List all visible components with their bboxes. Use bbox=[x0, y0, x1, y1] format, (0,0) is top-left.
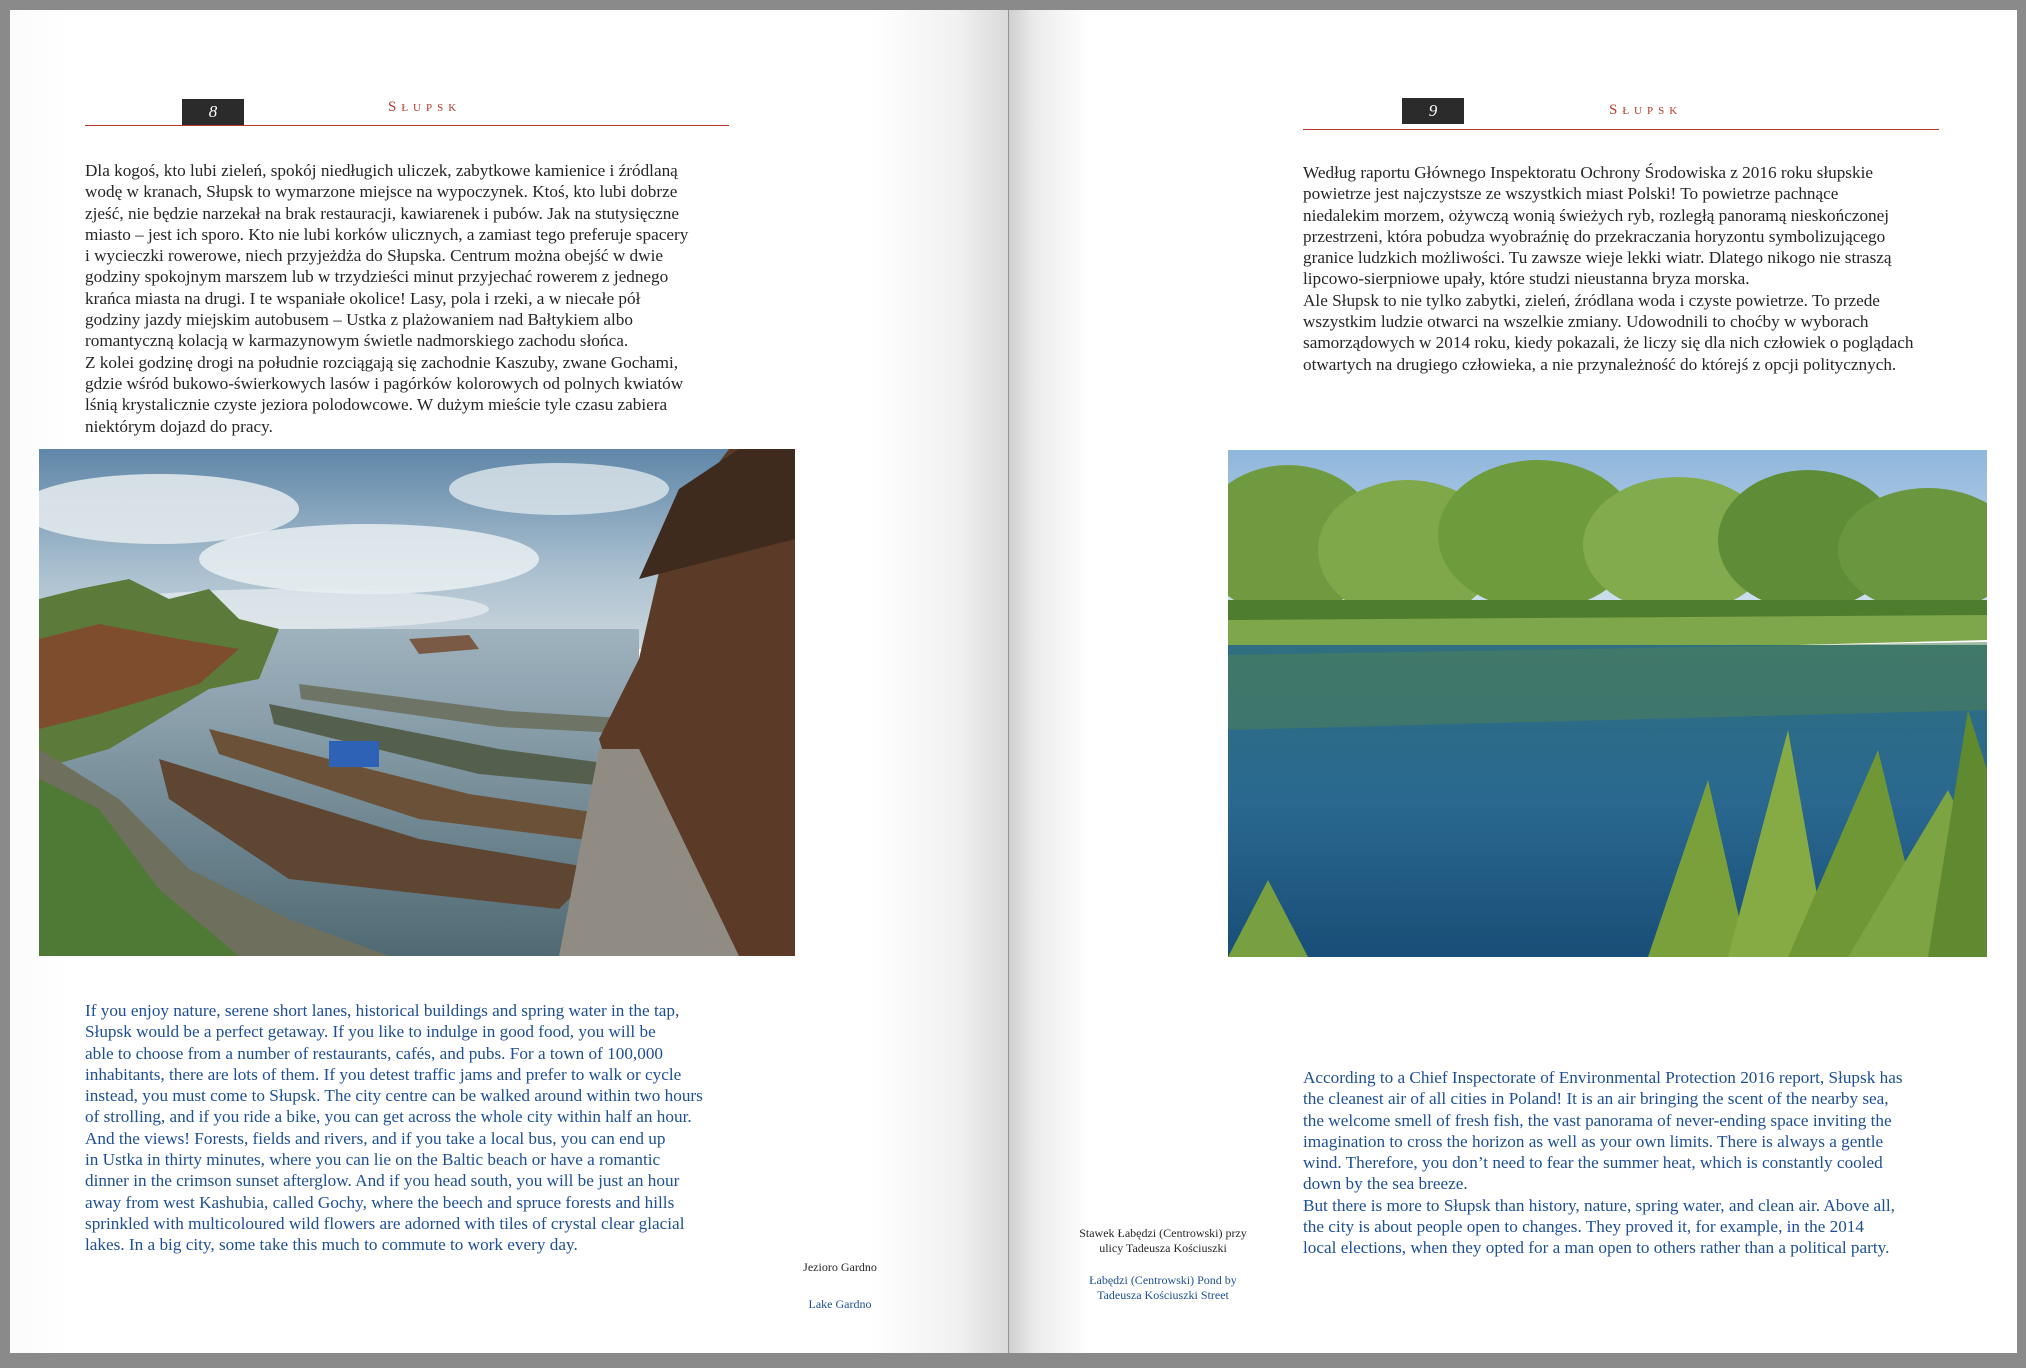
photo-lake-gardno-boats bbox=[39, 449, 795, 956]
english-body-text: If you enjoy nature, serene short lanes, historical buildings and spring water in the tap, Słupsk would be a perfect getaway. If you like to indulge in good food, you will be able to choose from a number of restaurants, cafés, and pubs. For a town of 100,000 inhabitants, there are lots of them. If you detest traffic jams and prefer to walk or cycle instead, you must come to Słupsk. The city centre can be walked around within two hours of strolling, and if you ride a bike, you can get across the whole city within half an hour. And the views! Forests, fields and rivers, and if you take a local bus, you can end up in Ustka in thirty minutes, where you can lie on the Baltic beach or have a romantic dinner in the crimson sunset afterglow. And if you head south, you will be just an hour away from west Kashubia, called Gochy, where the beech and spruce forests and hills sprinkled with multicoloured wild flowers are adorned with tiles of crystal clear glacial lakes. In a big city, some take this much to commute to work every day. bbox=[85, 1001, 703, 1255]
left-page bbox=[10, 10, 1008, 1353]
page-number-badge: 8 bbox=[182, 99, 244, 125]
photo-illustration bbox=[39, 449, 795, 956]
polish-body-text: Dla kogoś, kto lubi zieleń, spokój niedługich uliczek, zabytkowe kamienice i źródlaną wodę w kranach, Słupsk to wymarzone miejsce na wypoczynek. Ktoś, kto lubi dobrze zjeść, nie będzie narzekał na brak restauracji, kawiarenek i pubów. Jak na stutysięczne miasto – jest ich sporo. Kto nie lubi korków ulicznych, a zamiast tego preferuje spacery i wycieczki rowerowe, niech przyjeżdża do Słupska. Centrum można obejść w dwie godziny spokojnym marszem lub w trzydzieści minut przyjechać rowerem z jednego krańca miasta na drugi. I te wspaniałe okolice! Lasy, pola i rzeki, a w niecałe pół godziny jazdy miejskim autobusem – Ustka z plażowaniem nad Bałtykiem albo romantyczną kolacją w karmazynowym świetle nadmorskiego zachodu słońca. Z kolei godzinę drogi na południe rozciągają się zachodnie Kaszuby, zwane Gochami, gdzie wśród bukowo-świerkowych lasów i pagórków kolorowych od polnych kwiatów lśnią krystalicznie czyste jeziora polodowcowe. W dużym mieście tyle czasu zabiera niektórym dojazd do pracy. bbox=[85, 161, 689, 436]
photo-illustration bbox=[1228, 450, 1987, 957]
header-rule bbox=[1303, 129, 1939, 130]
photo-caption-polish: Stawek Łabędzi (Centrowski) przy ulicy Tadeusza Kościuszki bbox=[1079, 1226, 1247, 1255]
right-page bbox=[1009, 10, 2017, 1353]
header-rule bbox=[85, 125, 729, 126]
page-number-badge: 9 bbox=[1402, 98, 1464, 124]
photo-caption-english: Lake Gardno bbox=[808, 1297, 872, 1311]
running-title: Słupsk bbox=[1609, 102, 1683, 118]
photo-caption-polish: Jezioro Gardno bbox=[803, 1260, 877, 1274]
english-body-text: According to a Chief Inspectorate of Environmental Protection 2016 report, Słupsk has the cleanest air of all cities in Poland! It is an air bringing the scent of the nearby sea, the welcome smell of fresh fish, the vast panorama of never-ending space inviting the imagination to cross the horizon as well as your own limits. There is always a gentle wind. Therefore, you don’t need to fear the summer heat, which is constantly cooled down by the sea breeze. But there is more to Słupsk than history, nature, spring water, and clean air. Above all, the city is about people open to changes. They proved it, for example, in the 2014 local elections, when they opted for a man open to others rather than a political party. bbox=[1303, 1068, 1903, 1258]
polish-body-text: Według raportu Głównego Inspektoratu Ochrony Środowiska z 2016 roku słupskie powietrze jest najczystsze ze wszystkich miast Polski! To powietrze pachnące niedalekim morzem, ożywczą wonią świeżych ryb, rozległą panoramą nieskończonej przestrzeni, która pobudza wyobraźnię do przekraczania horyzontu symbolizującego granice ludzkich możliwości. Tu zawsze wieje lekki wiatr. Dlatego nikogo nie straszą lipcowo-sierpniowe upały, które studzi nieustanna bryza morska. Ale Słupsk to nie tylko zabytki, zieleń, źródlana woda i czyste powietrze. To przede wszystkim ludzie otwarci na wszelkie zmiany. Udowodnili to choćby w wyborach samorządowych w 2014 roku, kiedy pokazali, że liczy się dla nich człowiek o poglądach otwartych na drugiego człowieka, a nie przynależność do którejś z opcji politycznych. bbox=[1303, 163, 1914, 374]
photo-caption-english: Łabędzi (Centrowski) Pond by Tadeusza Kościuszki Street bbox=[1089, 1273, 1237, 1302]
running-title: Słupsk bbox=[388, 99, 462, 115]
photo-labedzi-pond bbox=[1228, 450, 1987, 957]
